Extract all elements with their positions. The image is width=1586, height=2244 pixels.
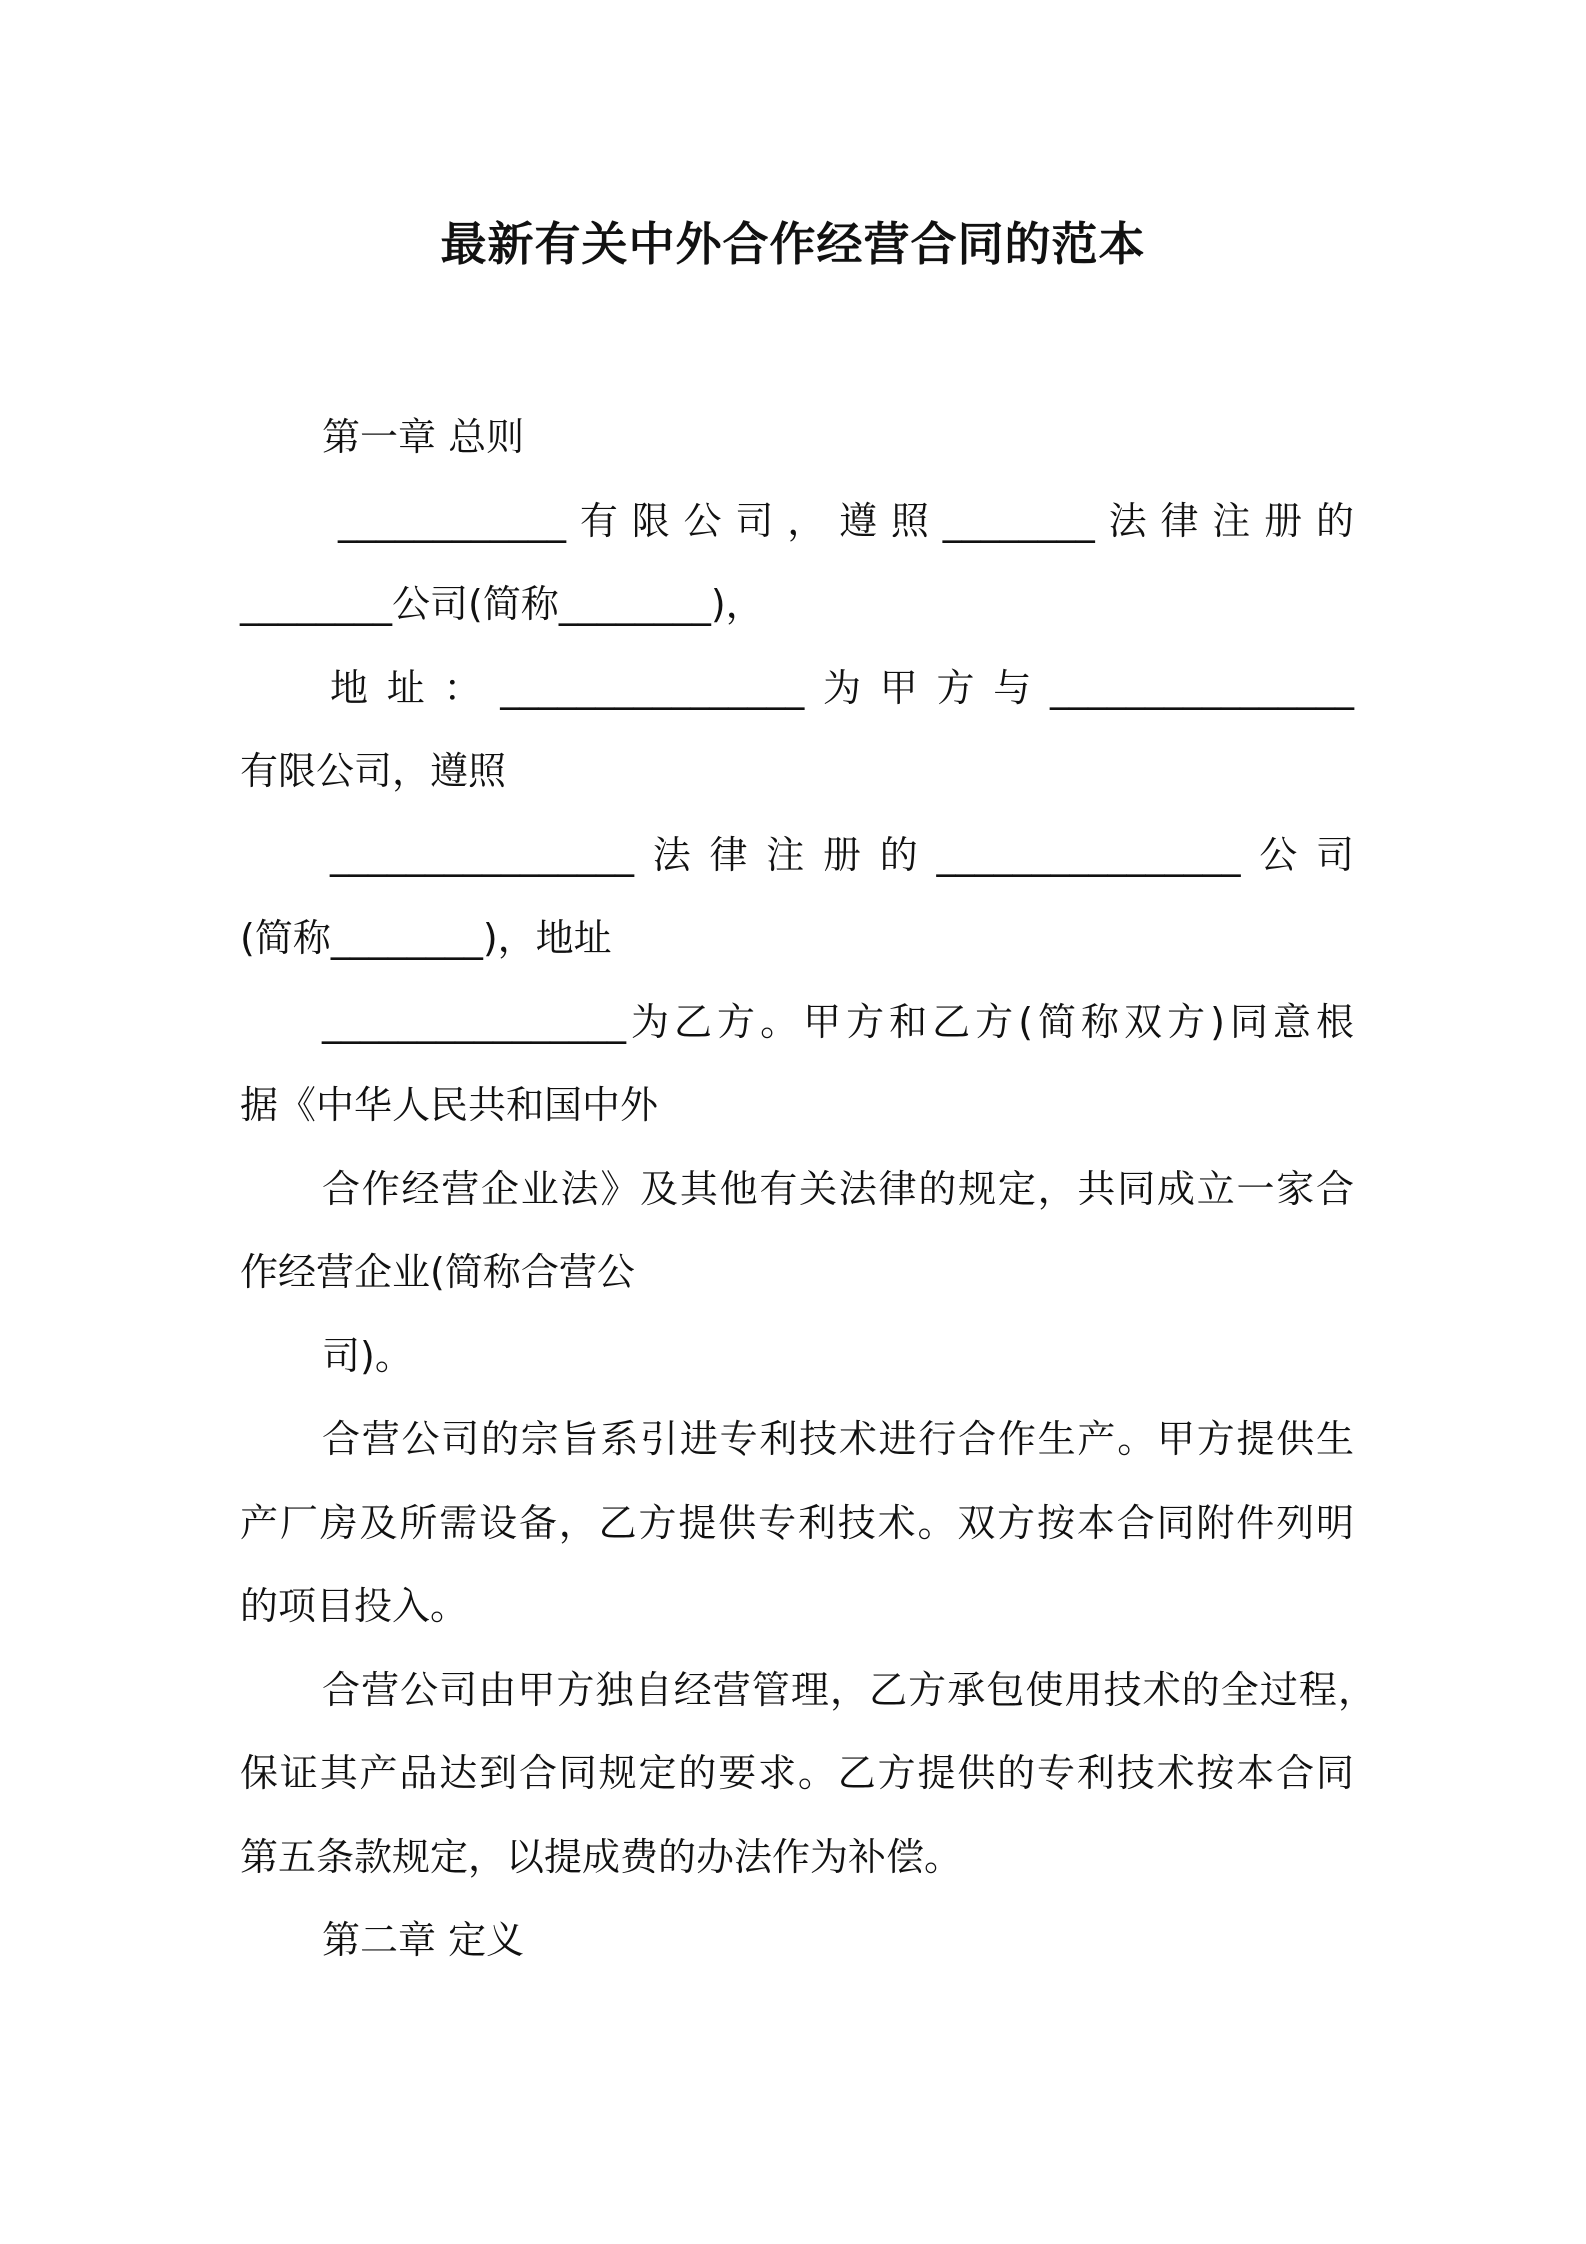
paragraph-line: 地址：________________为甲方与________________ <box>330 666 1354 710</box>
paragraph-line: 合作经营企业法》及其他有关法律的规定，共同成立一家合 <box>322 1167 1354 1211</box>
paragraph-line: ____________有限公司，遵照________法律注册的 <box>338 499 1354 543</box>
paragraph-line: 作经营企业(简称合营公 <box>240 1250 635 1294</box>
paragraph-line: 据《中华人民共和国中外 <box>240 1083 659 1127</box>
paragraph-line: 有限公司，遵照 <box>240 749 507 793</box>
chapter-heading-2: 第二章 定义 <box>322 1918 525 1962</box>
paragraph-line: (简称________)，地址 <box>240 916 612 960</box>
paragraph-line: 保证其产品达到合同规定的要求。乙方提供的专利技术按本合同 <box>240 1751 1354 1795</box>
paragraph-line: 合营公司由甲方独自经营管理，乙方承包使用技术的全过程， <box>322 1668 1376 1712</box>
paragraph-line: 的项目投入。 <box>240 1584 469 1628</box>
paragraph-line: ________________为乙方。甲方和乙方(简称双方)同意根 <box>322 1000 1354 1044</box>
chapter-heading-1: 第一章 总则 <box>322 415 525 459</box>
paragraph-line: ________________法律注册的________________公司 <box>330 833 1354 877</box>
paragraph-line: 司)。 <box>322 1334 413 1378</box>
paragraph-line: 第五条款规定，以提成费的办法作为补偿。 <box>240 1835 963 1879</box>
paragraph-line: ________公司(简称________)， <box>240 582 764 626</box>
document-title: 最新有关中外合作经营合同的范本 <box>440 217 1146 271</box>
paragraph-line: 合营公司的宗旨系引进专利技术进行合作生产。甲方提供生 <box>322 1417 1354 1461</box>
paragraph-line: 产厂房及所需设备，乙方提供专利技术。双方按本合同附件列明 <box>240 1501 1354 1545</box>
